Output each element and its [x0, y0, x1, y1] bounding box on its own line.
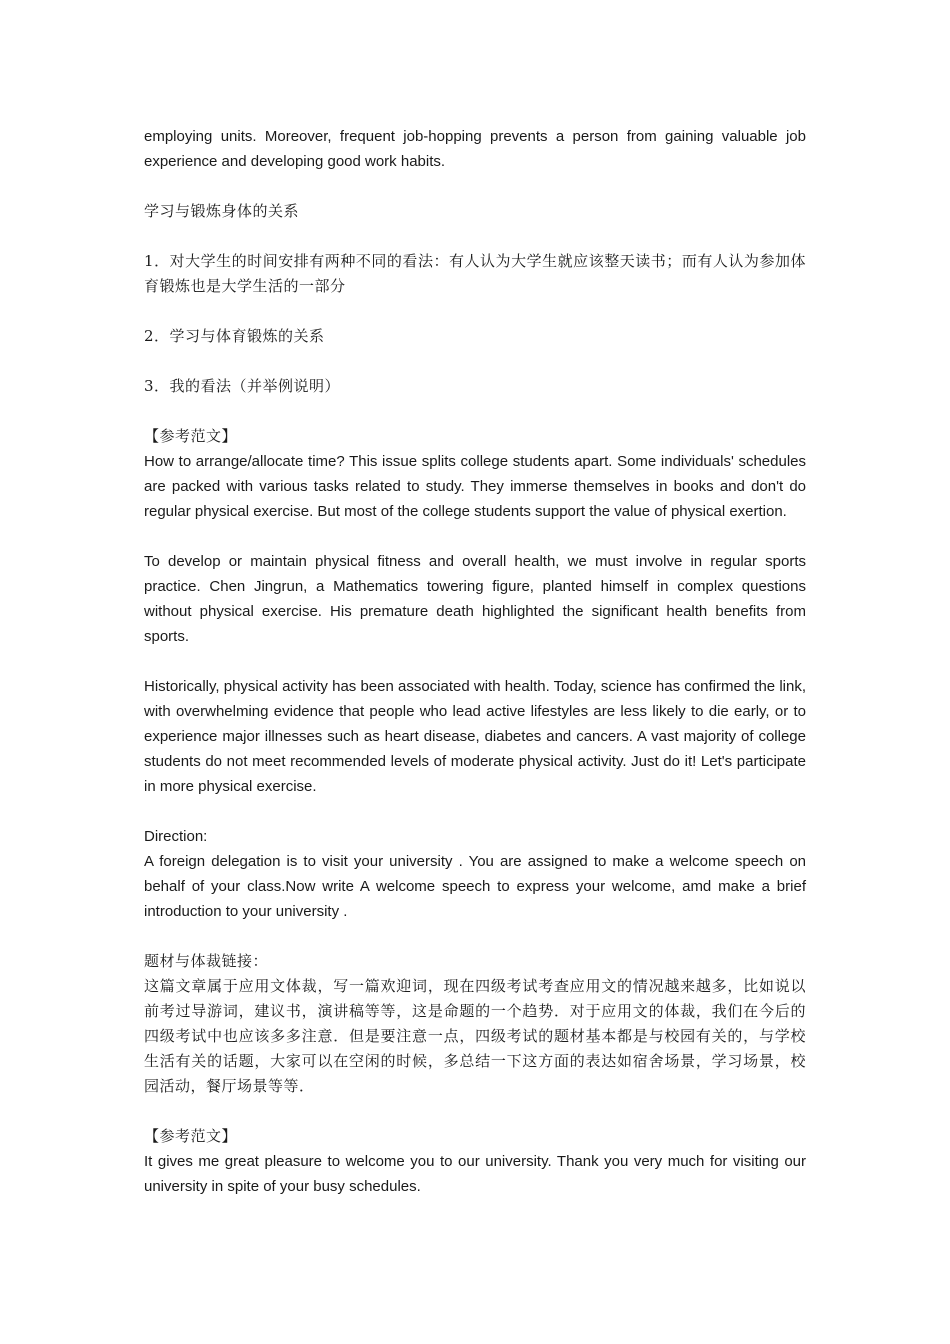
spacer	[144, 649, 806, 674]
spacer	[144, 924, 806, 949]
essay2-paragraph-1: It gives me great pleasure to welcome you to our university. Thank you very much for visiting our university in spite of your busy schedules.	[144, 1153, 806, 1195]
spacer	[144, 524, 806, 549]
essay1-paragraph-3: Historically, physical activity has been associated with health. Today, science has confirmed the link, with overwhelming evidence that people who lead active lifestyles are less likely to die early, or to experience major illnesses such as heart disease, diabetes and cancers. A vast majority of college students do not meet recommended levels of moderate physical activity. Just do it! Let's participate in more physical exercise.	[144, 678, 806, 795]
spacer	[144, 799, 806, 824]
direction-label: Direction:	[144, 828, 208, 845]
spacer	[144, 299, 806, 324]
spacer	[144, 349, 806, 374]
genre-label: 题材与体裁链接：	[144, 952, 269, 970]
reference-essay-label-2: 【参考范文】	[144, 1127, 238, 1145]
essay1-paragraph-2: To develop or maintain physical fitness and overall health, we must involve in regular sports practice. Chen Jingrun, a Mathematics towering figure, planted himself in complex questions without physical exercise. His premature death highlighted the significant health benefits from sports.	[144, 553, 806, 645]
paragraph-job-hopping: employing units. Moreover, frequent job-hopping prevents a person from gaining valuable job experience and developing good work habits.	[144, 128, 806, 170]
outline-item-1: 1．对大学生的时间安排有两种不同的看法：有人认为大学生就应该整天读书；而有人认为参加体育锻炼也是大学生活的一部分	[144, 252, 806, 295]
topic-title: 学习与锻炼身体的关系	[144, 202, 300, 220]
outline-item-3: 3．我的看法（并举例说明）	[144, 377, 341, 395]
spacer	[144, 399, 806, 424]
reference-essay-label: 【参考范文】	[144, 427, 238, 445]
genre-text: 这篇文章属于应用文体裁，写一篇欢迎词，现在四级考试考查应用文的情况越来越多，比如说以前考过导游词，建议书，演讲稿等等，这是命题的一个趋势．对于应用文的体裁，我们在今后的四级考试中也应该多多注意．但是要注意一点，四级考试的题材基本都是与校园有关的，与学校生活有关的话题，大家可以在空闲的时候，多总结一下这方面的表达如宿舍场景，学习场景，校园活动，餐厅场景等等．	[144, 977, 806, 1095]
direction-text: A foreign delegation is to visit your university . You are assigned to make a welcome speech on behalf of your class.Now write A welcome speech to express your welcome, amd make a brief introduction to your university .	[144, 853, 806, 920]
document-page	[144, 124, 806, 1199]
essay1-paragraph-1: How to arrange/allocate time? This issue splits college students apart. Some individuals' schedules are packed with various tasks related to study. They immerse themselves in books and don't do regular physical exercise. But most of the college students support the value of physical exertion.	[144, 453, 806, 520]
spacer	[144, 1099, 806, 1124]
spacer	[144, 174, 806, 199]
spacer	[144, 224, 806, 249]
outline-item-2: 2．学习与体育锻炼的关系	[144, 327, 325, 345]
